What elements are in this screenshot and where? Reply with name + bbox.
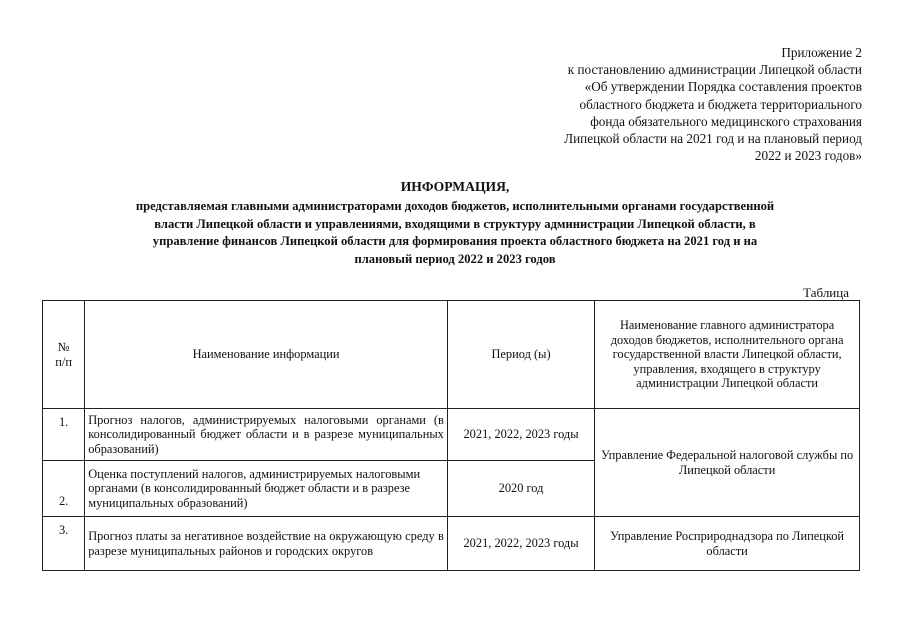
row-num: 2. [43,461,85,517]
header-admin: Наименование главного администратора доходов бюджетов, исполнительного органа государственной власти Липецкой области, управления, входящего в структуру администрации Липецкой области [595,301,860,409]
appendix-reference [502,44,862,164]
table-header-row [43,301,860,409]
appendix-line: 2022 и 2023 годов» [754,148,862,164]
appendix-line: Липецкой области на 2021 год и на плановый период [564,131,862,147]
row-info: Прогноз платы за негативное воздействие на окружающую среду в разрезе муниципальных районов и городских округов [85,517,448,571]
table-caption: Таблица [803,285,849,300]
subtitle-line: плановый период 2022 и 2023 годов [354,251,556,266]
subtitle-line: власти Липецкой области и управлениями, входящими в структуру администрации Липецкой области, в [154,216,756,231]
appendix-line: фонда обязательного медицинского страхования [590,113,862,129]
appendix-line: областного бюджета и бюджета территориального [579,96,862,112]
document-subtitle [40,198,870,268]
table-row [43,517,860,571]
appendix-line: «Об утверждении Порядка составления проектов [584,79,862,95]
header-period: Период (ы) [447,301,594,409]
header-info: Наименование информации [85,301,448,409]
appendix-line: к постановлению администрации Липецкой области [567,62,862,78]
row-period: 2021, 2022, 2023 годы [447,409,594,461]
subtitle-line: представляемая главными администраторами доходов бюджетов, исполнительными органами государственной [135,199,775,213]
row-period: 2021, 2022, 2023 годы [447,517,594,571]
document-title: ИНФОРМАЦИЯ, [400,179,510,194]
info-table [42,300,860,571]
row-num: 1. [43,409,85,461]
table-row [43,409,860,461]
header-num: № п/п [43,301,85,409]
row-admin-merged: Управление Федеральной налоговой службы по Липецкой области [595,409,860,517]
row-admin: Управление Росприроднадзора по Липецкой области [595,517,860,571]
row-info: Оценка поступлений налогов, администрируемых налоговыми органами (в консолидированный бюджет области и в разрезе муниципальных образований) [85,461,448,517]
subtitle-line: управление финансов Липецкой области для формирования проекта областного бюджета на 2021 год и на [152,234,758,248]
row-period: 2020 год [447,461,594,517]
row-info: Прогноз налогов, администрируемых налоговыми органами (в консолидированный бюджет области и в разрезе муниципальных образований) [85,409,448,461]
row-num: 3. [43,517,85,571]
appendix-line: Приложение 2 [781,45,862,60]
